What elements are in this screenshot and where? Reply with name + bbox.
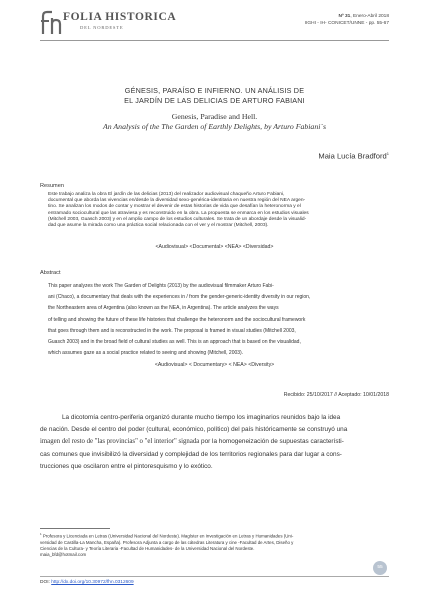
abstract-text [48, 281, 381, 359]
body-line: trucciones que oscilaron entre el pintoresquismo y lo exótico. [40, 462, 213, 470]
doi-line [40, 580, 134, 585]
footnote-line: Ciencias de la Cultura- y Teoría Literaria -Facultad de Humanidades- de la Universidad Nacional del Nordeste. [40, 545, 255, 551]
journal-logo-icon [40, 10, 62, 36]
footnote-divider [40, 528, 110, 529]
body-line: de nación. Desde el centro del poder (cultural, económico, político) del país históricamente se construyó una [40, 426, 348, 434]
issue-info [305, 13, 389, 27]
title-english [40, 112, 389, 132]
doi-link[interactable]: http://dx.doi.org/10.30972/fhn.0312609 [51, 580, 134, 585]
body-line: cas comunes que invisibilizó la diversidad y complejidad de los territorios regionales para dar lugar a cons- [40, 450, 342, 458]
page-number-badge: 55 [373, 561, 387, 575]
abstract-line: Guasch 2003) and in the broad field of cultural studies as well. This is an approach that is based on the visualidad, [48, 339, 301, 346]
abstract-heading: Abstract [40, 270, 61, 276]
abstract-line: This paper analyzes the work The Garden of Delights (2013) by the audiovisual filmmaker Arturo Fabi- [48, 283, 274, 289]
title-spanish-line: EL JARDÍN DE LAS DELICIAS DE ARTURO FABIANI [124, 95, 305, 105]
resumen-line: entramado sociocultural que las atraviesa y es reconstruido en la obra. La propuesta se enmarca en los estudios visuales [48, 210, 309, 216]
journal-title: FOLIA HISTORICA [63, 11, 177, 23]
body-line-serif: imagen del resto de "las provincias" o "el interior" signada [40, 438, 200, 446]
author-name-text: Maia Lucía Bradford [318, 151, 387, 161]
issue-number: Nº 31 [338, 14, 351, 19]
footnote-line: Profesora y Licenciada en Letras (Universidad Nacional del Nordeste). Magíster en Investigación en Letras y Humanidades (Uni- [41, 533, 294, 539]
title-english-line: An Analysis of the The Garden of Earthly Delights, by Arturo Fabiani´s [102, 122, 327, 131]
footnote [40, 531, 389, 558]
received-accepted-dates: Recibido: 25/10/2017 // Aceptado: 10/01/2018 [283, 392, 389, 398]
resumen-line: (Mitchell 2003, Guasch 2003) y en el amplio campo de los estudios culturales. Se trata de un abordaje desde la visualid- [48, 216, 307, 222]
body-paragraph [40, 412, 389, 473]
author-name [318, 151, 389, 161]
title-spanish-line: GÉNESIS, PARAÍSO E INFIERNO. UN ANÁLISIS DE [124, 86, 305, 95]
issue-date: , Enero-Abril 2018 [350, 14, 389, 19]
author-footnote-mark: 1 [386, 151, 389, 156]
resumen-line: documental que aborda las vivencias en/desde la diversidad sexo-genérica-identitaria en nuestra región del NEA argen- [48, 198, 306, 204]
title-english-line: Genesis, Paradise and Hell. [171, 112, 258, 121]
footnote-mark: 1 [40, 532, 42, 536]
body-line: La dicotomía centro-periferia organizó durante mucho tiempo los imaginarios reunidos bajo la idea [62, 414, 341, 421]
resumen-heading: Resumen [40, 183, 64, 189]
abstract-line: of telling and showing the future of these life histories that challenge the heteronorm and the sociocultural framework [48, 316, 306, 323]
issn-pages: IIGHI - IH- CONICET/UNNE - pp. 55-67 [304, 21, 389, 26]
abstract-line: ani (Chaco), a documentary that deals with the experiences in / from the gender-generic-identity diversity in our region, [48, 294, 311, 301]
body-line: por la homogeneización de supuestas característi- [199, 438, 344, 446]
abstract-line: that goes through them and is reconstructed in the work. The proposal is framed in visual studies (Mitchell 2003, [48, 327, 296, 334]
footnote-line: maia_bfd@hotmail.com [40, 551, 87, 557]
resumen-line: tino. Se analizan los modos de contar y mostrar el devenir de estas historias de vida que desafían la heteronorma y el [48, 204, 301, 210]
abstract-line: which assumes gaze as a social practice related to seeing and showing (Mitchell, 2003). [48, 350, 244, 357]
footnote-line: versidad de Castilla-La Mancha, España). Profesora Adjunta a cargo de las cátedras Literatura y cine -Facultad de Artes, Diseño y [40, 539, 294, 545]
resumen-line: Este trabajo analiza la obra El jardín de las delicias (2013) del realizador audiovisual chaqueño Arturo Fabiani, [48, 192, 285, 197]
header-divider [40, 40, 389, 41]
doi-label: DOI: [40, 580, 52, 585]
abstract-line: the Northeastern area of Argentina (also known as the NEA, in Argentina). The article analyzes the ways [48, 305, 279, 312]
title-spanish [40, 86, 389, 105]
resumen-keywords: <Audiovisual> <Documental> <NEA> <Diversidad> [155, 244, 274, 250]
journal-subtitle: DEL NORDESTE [80, 25, 124, 30]
resumen-line: dad que asume la mirada como una práctica social relacionada con el ver y el mostrar (Mitchell, 2003). [48, 223, 269, 229]
footer-divider [40, 576, 389, 577]
abstract-keywords: <Audiovisual> < Documentary> < NEA> <Diversity> [154, 362, 275, 368]
resumen-text [48, 192, 381, 229]
